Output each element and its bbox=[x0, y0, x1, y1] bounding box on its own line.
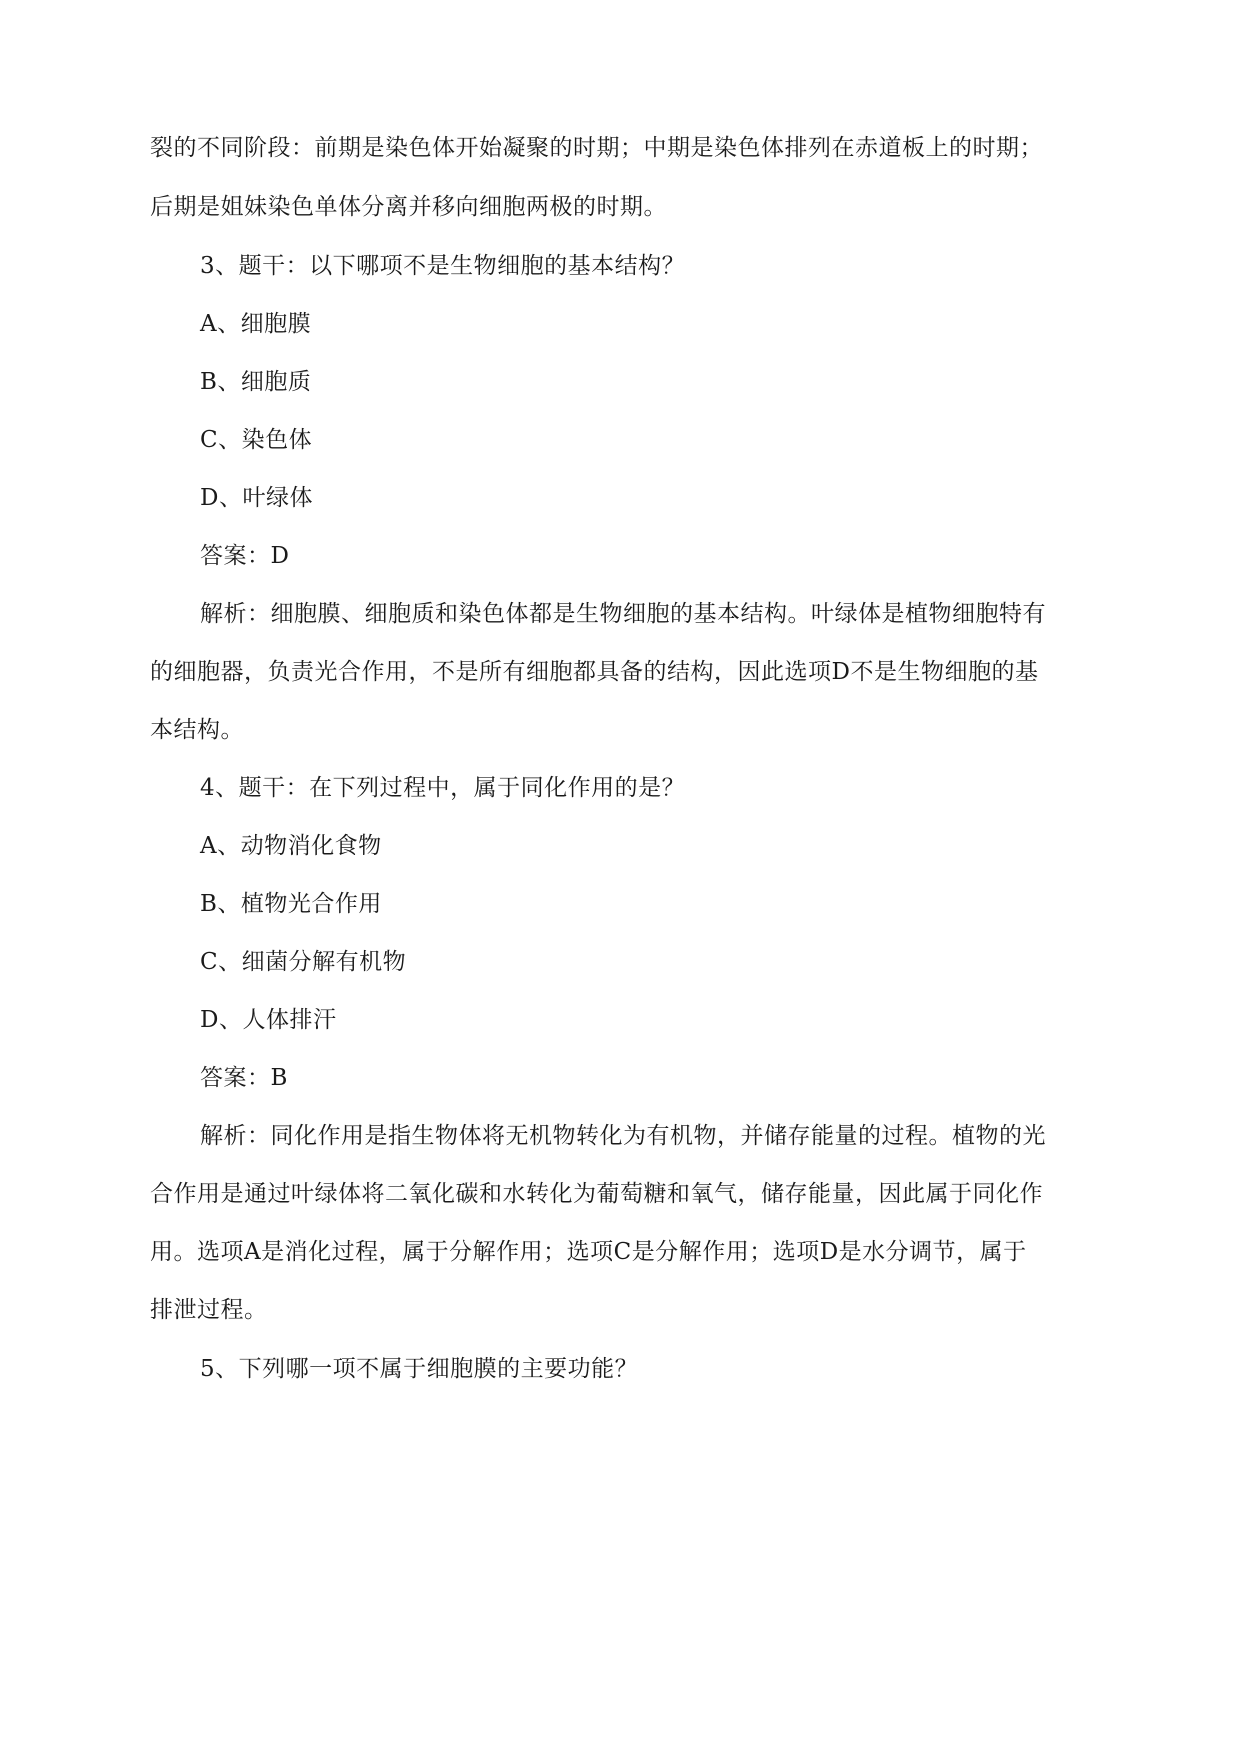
analysis-line: 解析：同化作用是指生物体将无机物转化为有机物，并储存能量的过程。植物的光 bbox=[200, 1123, 1046, 1149]
analysis-line: 用。选项A是消化过程，属于分解作用；选项C是分解作用；选项D是水分调节，属于 bbox=[150, 1239, 1027, 1265]
analysis-line: 排泄过程。 bbox=[150, 1297, 268, 1323]
option-b: B、细胞质 bbox=[200, 369, 312, 395]
question-stem: 4、题干：在下列过程中，属于同化作用的是？ bbox=[200, 775, 686, 801]
option-d: D、人体排汗 bbox=[200, 1007, 337, 1033]
question-stem: 3、题干：以下哪项不是生物细胞的基本结构？ bbox=[200, 253, 686, 279]
analysis-line: 解析：细胞膜、细胞质和染色体都是生物细胞的基本结构。叶绿体是植物细胞特有 bbox=[200, 601, 1046, 627]
analysis-line: 合作用是通过叶绿体将二氧化碳和水转化为葡萄糖和氧气，储存能量，因此属于同化作 bbox=[150, 1181, 1043, 1207]
text-line: 后期是姐妹染色单体分离并移向细胞两极的时期。 bbox=[150, 194, 667, 220]
answer: 答案：B bbox=[200, 1065, 288, 1091]
analysis-line: 的细胞器，负责光合作用，不是所有细胞都具备的结构，因此选项D不是生物细胞的基 bbox=[150, 659, 1039, 685]
question-stem: 5、下列哪一项不属于细胞膜的主要功能？ bbox=[200, 1356, 639, 1382]
option-c: C、细菌分解有机物 bbox=[200, 949, 407, 975]
analysis-line: 本结构。 bbox=[150, 717, 244, 743]
option-a: A、动物消化食物 bbox=[200, 833, 382, 859]
answer: 答案：D bbox=[200, 543, 290, 569]
option-d: D、叶绿体 bbox=[200, 485, 313, 511]
text-line: 裂的不同阶段：前期是染色体开始凝聚的时期；中期是染色体排列在赤道板上的时期； bbox=[150, 135, 1043, 161]
option-b: B、植物光合作用 bbox=[200, 891, 382, 917]
option-a: A、细胞膜 bbox=[200, 311, 312, 337]
option-c: C、染色体 bbox=[200, 427, 313, 453]
